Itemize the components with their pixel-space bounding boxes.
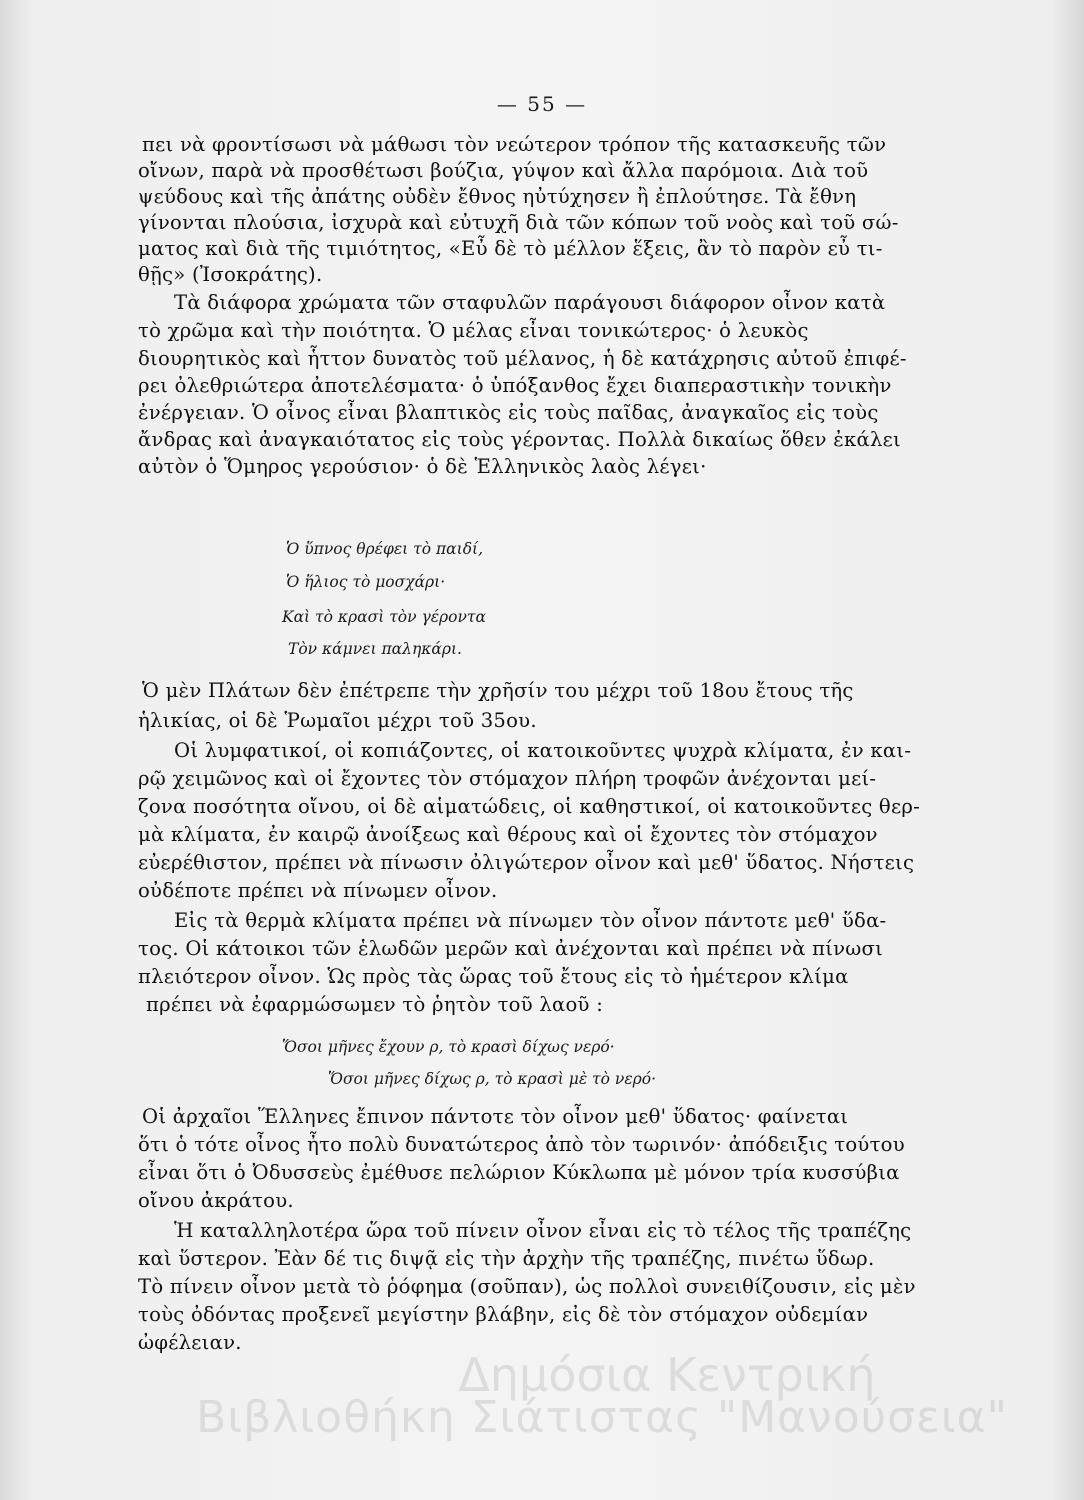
text-line: ὅτι ὁ τότε οἶνος ἦτο πολὺ δυνατώτερος ἀπὸ τὸν τωρινόν· ἀπόδειξις τούτου [138, 1133, 905, 1156]
verse-line: Ὁ ὕπνος θρέφει τὸ παιδί, [286, 540, 484, 558]
text-line: ρῷ χειμῶνος καὶ οἱ ἔχοντες τὸν στόμαχον πλήρη τροφῶν ἀνέχονται μεί- [138, 767, 877, 790]
text-line: ἄνδρας καὶ ἀναγκαιότατος εἰς τοὺς γέροντας. Πολλὰ δικαίως ὅθεν ἐκάλει [138, 428, 901, 451]
text-line: Τὸ πίνειν οἶνον μετὰ τὸ ῥόφημα (σοῦπαν), ὡς πολλοὶ συνειθίζουσιν, εἰς μὲν [138, 1275, 916, 1298]
text-line: Τὰ διάφορα χρώματα τῶν σταφυλῶν παράγουσι διάφορον οἶνον κατὰ [174, 291, 886, 314]
text-line: διουρητικὸς καὶ ἧττον δυνατὸς τοῦ μέλανος, ἡ δὲ κατάχρησις αὐτοῦ ἐπιφέ- [138, 347, 907, 370]
text-line: ὠφέλειαν. [138, 1331, 242, 1354]
library-watermark: Βιβλιοθήκη Σιάτιστας "Μανούσεια" [196, 1392, 1008, 1443]
text-line: εὐερέθιστον, πρέπει νὰ πίνωσιν ὀλιγώτερον οἶνον καὶ μεθ' ὕδατος. Νήστεις [138, 851, 915, 874]
verse-line: Ὁ ἥλιος τὸ μοσχάρι· [286, 573, 446, 591]
verse-line: Ὅσοι μῆνες ἔχουν ρ, τὸ κρασὶ δίχως νερό· [282, 1038, 615, 1056]
text-line: μὰ κλίματα, ἐν καιρῷ ἀνοίξεως καὶ θέρους καὶ οἱ ἔχοντες τὸν στόμαχον [138, 823, 878, 846]
text-line: τος. Οἱ κάτοικοι τῶν ἑλωδῶν μερῶν καὶ ἀνέχονται καὶ πρέπει νὰ πίνωσι [138, 937, 884, 960]
text-line: πλειότερον οἶνον. Ὡς πρὸς τὰς ὥρας τοῦ ἔτους εἰς τὸ ἡμέτερον κλίμα [138, 965, 849, 988]
text-line: ρει ὀλεθριώτερα ἀποτελέσματα· ὁ ὑπόξανθος ἔχει διαπεραστικὴν τονικὴν [138, 374, 892, 397]
verse-line: Καὶ τὸ κρασὶ τὸν γέροντα [282, 608, 486, 626]
verse-line: Ὅσοι μῆνες δίχως ρ, τὸ κρασὶ μὲ τὸ νερό· [328, 1070, 657, 1088]
text-line: πει νὰ φροντίσωσι νὰ μάθωσι τὸν νεώτερον τρόπον τῆς κατασκευῆς τῶν [142, 133, 887, 156]
text-line: ἡλικίας, οἱ δὲ Ῥωμαῖοι μέχρι τοῦ 35ου. [138, 709, 537, 732]
text-line: οἴνων, παρὰ νὰ προσθέτωσι βούζια, γύψον καὶ ἄλλα παρόμοια. Διὰ τοῦ [138, 159, 869, 182]
text-line: εἶναι ὅτι ὁ Ὀδυσσεὺς ἐμέθυσε πελώριον Κύκλωπα μὲ μόνον τρία κυσσύβια [138, 1161, 900, 1184]
text-line: Εἰς τὰ θερμὰ κλίματα πρέπει νὰ πίνωμεν τὸν οἶνον πάντοτε μεθ' ὕδα- [174, 909, 887, 932]
text-line: Οἱ ἀρχαῖοι Ἕλληνες ἔπινον πάντοτε τὸν οἶνον μεθ' ὕδατος· φαίνεται [142, 1105, 849, 1128]
text-line: Οἱ λυμφατικοί, οἱ κοπιάζοντες, οἱ κατοικοῦντες ψυχρὰ κλίματα, ἐν και- [174, 739, 912, 762]
text-line: αὐτὸν ὁ Ὅμηρος γερούσιον· ὁ δὲ Ἑλληνικὸς λαὸς λέγει· [138, 455, 707, 478]
verse-line: Τὸν κάμνει παληκάρι. [288, 640, 462, 658]
library-watermark: Δημόσια Κεντρική [458, 1348, 876, 1402]
text-line: πρέπει νὰ ἐφαρμώσωμεν τὸ ῥητὸν τοῦ λαοῦ : [146, 993, 604, 1016]
text-line: οὐδέποτε πρέπει νὰ πίνωμεν οἶνον. [138, 879, 498, 902]
text-line: ἐνέργειαν. Ὁ οἶνος εἶναι βλαπτικὸς εἰς τοὺς παῖδας, ἀναγκαῖος εἰς τοὺς [138, 401, 879, 424]
text-line: Ἡ καταλληλοτέρα ὥρα τοῦ πίνειν οἶνον εἶναι εἰς τὸ τέλος τῆς τραπέζης [174, 1219, 912, 1242]
text-line: τὸ χρῶμα καὶ τὴν ποιότητα. Ὁ μέλας εἶναι τονικώτερος· ὁ λευκὸς [138, 319, 809, 342]
page-number: — 55 — [496, 92, 588, 116]
text-line: Ὁ μὲν Πλάτων δὲν ἐπέτρεπε τὴν χρῆσίν του μέχρι τοῦ 18ου ἔτους τῆς [142, 679, 854, 702]
text-line: θῇς» (Ἰσοκράτης). [138, 263, 323, 286]
text-line: καὶ ὕστερον. Ἐὰν δέ τις διψᾷ εἰς τὴν ἀρχὴν τῆς τραπέζης, πινέτω ὕδωρ. [138, 1247, 875, 1270]
text-line: γίνονται πλούσια, ἰσχυρὰ καὶ εὐτυχῆ διὰ τῶν κόπων τοῦ νοὸς καὶ τοῦ σώ- [138, 211, 899, 234]
text-line: τοὺς ὀδόντας προξενεῖ μεγίστην βλάβην, εἰς δὲ τὸν στόμαχον οὐδεμίαν [138, 1303, 869, 1326]
text-line: ζονα ποσότητα οἴνου, οἱ δὲ αἱματώδεις, οἱ καθηστικοί, οἱ κατοικοῦντες θερ- [138, 795, 921, 818]
text-line: ψεύδους καὶ τῆς ἀπάτης οὐδὲν ἔθνος ηὐτύχησεν ἢ ἐπλούτησε. Τὰ ἔθνη [138, 185, 857, 208]
text-line: ματος καὶ διὰ τῆς τιμιότητος, «Εὖ δὲ τὸ μέλλον ἕξεις, ἂν τὸ παρὸν εὖ τι- [138, 237, 883, 260]
text-line: οἴνου ἀκράτου. [138, 1189, 294, 1212]
